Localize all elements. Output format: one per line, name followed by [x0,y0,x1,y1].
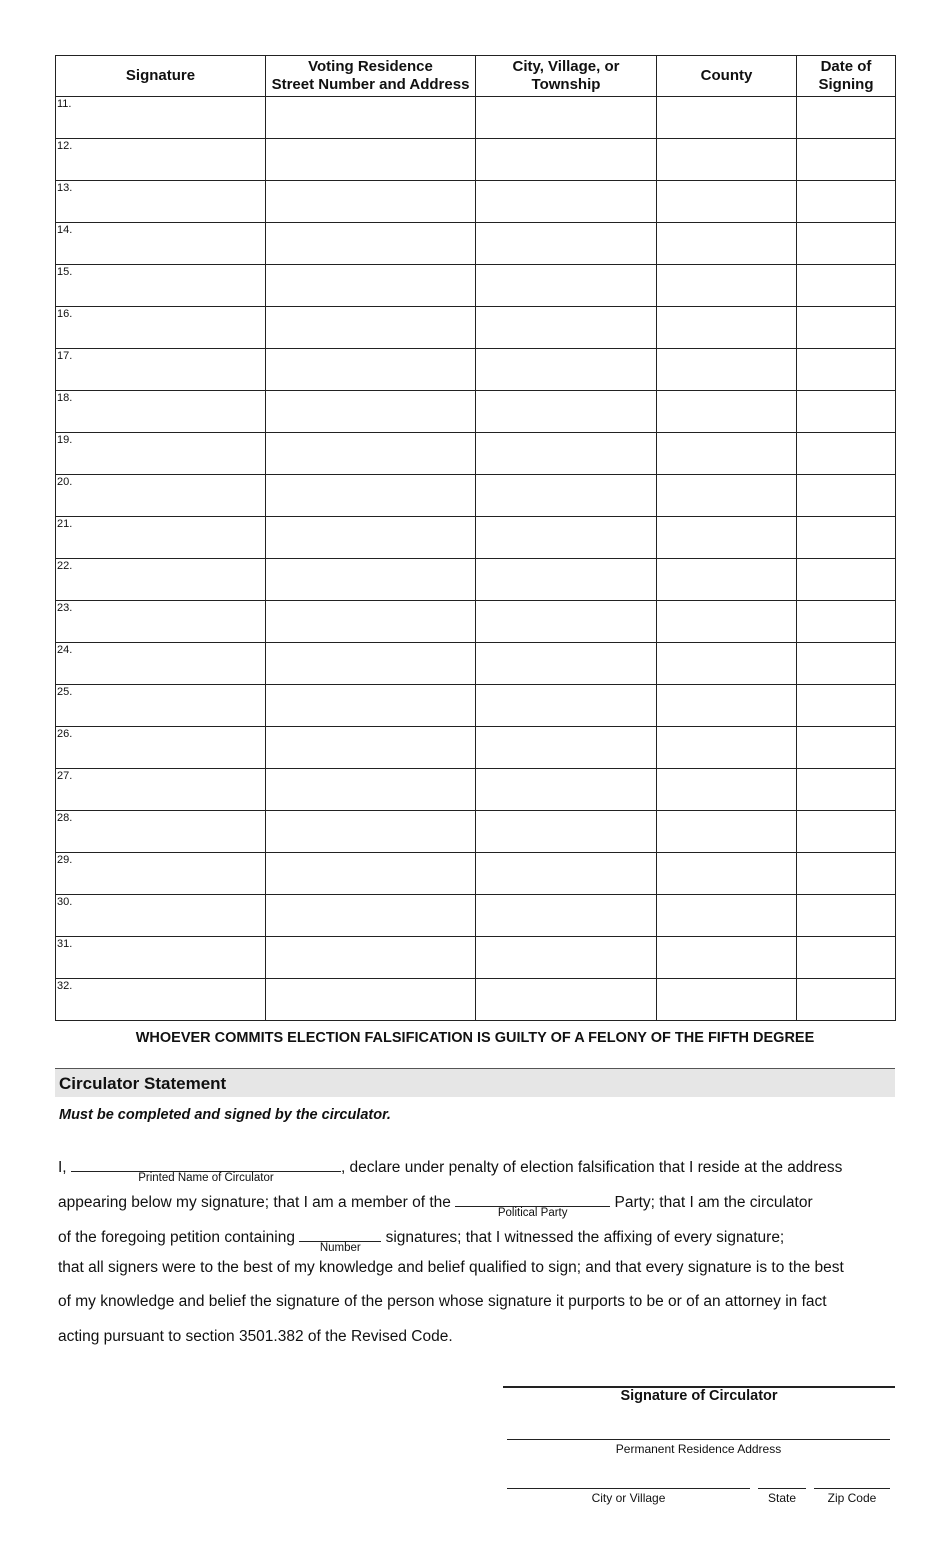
city-village-line[interactable] [507,1488,750,1489]
table-row [56,223,896,265]
table-row [56,685,896,727]
signature-cell[interactable] [56,349,266,391]
header-city: City, Village, or Township [476,56,657,97]
table-header-row [56,56,896,97]
county-cell[interactable] [657,853,797,895]
printed-name-field[interactable] [71,1154,341,1184]
signature-rows [56,97,896,1021]
signature-table [55,55,896,1021]
header-county: County [657,56,797,97]
date-cell[interactable] [797,433,896,475]
address-cell[interactable] [266,517,476,559]
county-cell[interactable] [657,601,797,643]
city-cell[interactable] [476,475,657,517]
address-cell[interactable] [266,643,476,685]
address-cell[interactable] [266,265,476,307]
county-cell[interactable] [657,265,797,307]
address-cell[interactable] [266,937,476,979]
address-cell[interactable] [266,601,476,643]
table-row [56,391,896,433]
table-row [56,979,896,1021]
date-cell[interactable] [797,727,896,769]
date-cell[interactable] [797,769,896,811]
city-village-label: City or Village [591,1491,666,1505]
table-row [56,895,896,937]
row-number: 23. [57,602,73,614]
county-cell[interactable] [657,391,797,433]
signature-cell[interactable] [56,433,266,475]
felony-warning: WHOEVER COMMITS ELECTION FALSIFICATION IS GUILTY OF A FELONY OF THE FIFTH DEGREE [135,1030,815,1046]
date-cell[interactable] [797,181,896,223]
date-cell[interactable] [797,349,896,391]
city-cell[interactable] [476,643,657,685]
row-number: 14. [57,224,73,236]
county-cell[interactable] [657,811,797,853]
address-cell[interactable] [266,181,476,223]
date-cell[interactable] [797,895,896,937]
address-cell[interactable] [266,391,476,433]
table-row [56,769,896,811]
table-row [56,937,896,979]
county-cell[interactable] [657,97,797,139]
county-cell[interactable] [657,895,797,937]
header-date-of-signing: Date of Signing [797,56,896,97]
statement-text: appearing below my signature; that I am a member of the [58,1194,451,1211]
county-cell[interactable] [657,349,797,391]
statement-line-5: of my knowledge and belief the signature of the person whose signature it purports to be or of an attorney in fact [58,1293,827,1310]
table-row [56,601,896,643]
address-cell[interactable] [266,139,476,181]
row-number: 28. [57,812,73,824]
statement-text: signatures; that I witnessed the affixing of every signature; [385,1229,785,1246]
city-cell[interactable] [476,769,657,811]
date-cell[interactable] [797,643,896,685]
statement-text: of the foregoing petition containing [58,1229,295,1246]
row-number: 15. [57,266,73,278]
city-cell[interactable] [476,559,657,601]
signature-cell[interactable] [56,139,266,181]
city-cell[interactable] [476,727,657,769]
row-number: 25. [57,686,73,698]
row-number: 32. [57,980,73,992]
table-row [56,517,896,559]
county-cell[interactable] [657,433,797,475]
table-row [56,559,896,601]
row-number: 21. [57,518,73,530]
address-cell[interactable] [266,685,476,727]
address-cell[interactable] [266,223,476,265]
signature-cell[interactable] [56,601,266,643]
row-number: 17. [57,350,73,362]
date-cell[interactable] [797,979,896,1021]
table-row [56,643,896,685]
table-row [56,475,896,517]
table-row [56,853,896,895]
row-number: 24. [57,644,73,656]
address-cell[interactable] [266,727,476,769]
residence-address-label: Permanent Residence Address [615,1442,782,1456]
signature-cell[interactable] [56,853,266,895]
city-cell[interactable] [476,937,657,979]
county-cell[interactable] [657,727,797,769]
city-cell[interactable] [476,517,657,559]
address-cell[interactable] [266,853,476,895]
signature-cell[interactable] [56,97,266,139]
row-number: 26. [57,728,73,740]
date-cell[interactable] [797,265,896,307]
county-cell[interactable] [657,223,797,265]
table-row [56,727,896,769]
row-number: 22. [57,560,73,572]
city-cell[interactable] [476,601,657,643]
address-cell[interactable] [266,979,476,1021]
row-number: 20. [57,476,73,488]
signature-count-label: Number [319,1242,361,1254]
row-number: 27. [57,770,73,782]
county-cell[interactable] [657,475,797,517]
circulator-statement-heading: Circulator Statement [55,1068,895,1097]
statement-text: , declare under penalty of election falsification that I reside at the address [340,1159,843,1176]
date-cell[interactable] [797,391,896,433]
date-cell[interactable] [797,853,896,895]
signature-cell[interactable] [56,517,266,559]
table-row [56,181,896,223]
table-row [56,349,896,391]
address-cell[interactable] [266,475,476,517]
date-cell[interactable] [797,559,896,601]
city-cell[interactable] [476,223,657,265]
date-cell[interactable] [797,97,896,139]
statement-line-2 [58,1189,813,1219]
city-cell[interactable] [476,139,657,181]
signature-cell[interactable] [56,223,266,265]
table-row [56,811,896,853]
city-cell[interactable] [476,811,657,853]
date-cell[interactable] [797,475,896,517]
row-number: 19. [57,434,73,446]
table-row [56,139,896,181]
signature-cell[interactable] [56,685,266,727]
signature-cell[interactable] [56,307,266,349]
table-row [56,265,896,307]
city-cell[interactable] [476,391,657,433]
row-number: 12. [57,140,73,152]
date-cell[interactable] [797,139,896,181]
address-cell[interactable] [266,895,476,937]
signature-cell[interactable] [56,181,266,223]
row-number: 31. [57,938,73,950]
residence-address-line[interactable] [507,1439,890,1440]
signature-cell[interactable] [56,475,266,517]
signature-cell[interactable] [56,727,266,769]
statement-line-1 [58,1154,843,1184]
signature-cell[interactable] [56,895,266,937]
signature-cell[interactable] [56,391,266,433]
signature-cell[interactable] [56,559,266,601]
date-cell[interactable] [797,685,896,727]
date-cell[interactable] [797,517,896,559]
signature-cell[interactable] [56,937,266,979]
header-signature: Signature [56,56,266,97]
city-cell[interactable] [476,895,657,937]
circulator-signature-label: Signature of Circulator [620,1388,778,1404]
state-line[interactable] [758,1488,806,1489]
row-number: 29. [57,854,73,866]
address-cell[interactable] [266,811,476,853]
county-cell[interactable] [657,307,797,349]
date-cell[interactable] [797,811,896,853]
statement-prefix: I, [58,1159,67,1176]
county-cell[interactable] [657,517,797,559]
county-cell[interactable] [657,937,797,979]
date-cell[interactable] [797,223,896,265]
signature-cell[interactable] [56,769,266,811]
city-cell[interactable] [476,979,657,1021]
county-cell[interactable] [657,769,797,811]
row-number: 16. [57,308,73,320]
address-cell[interactable] [266,433,476,475]
date-cell[interactable] [797,601,896,643]
state-label: State [767,1491,797,1505]
row-number: 13. [57,182,73,194]
county-cell[interactable] [657,139,797,181]
address-cell[interactable] [266,349,476,391]
city-cell[interactable] [476,97,657,139]
city-cell[interactable] [476,307,657,349]
statement-line-6: acting pursuant to section 3501.382 of the Revised Code. [58,1328,453,1345]
signature-cell[interactable] [56,643,266,685]
signature-cell[interactable] [56,265,266,307]
address-cell[interactable] [266,769,476,811]
city-cell[interactable] [476,685,657,727]
county-cell[interactable] [657,979,797,1021]
row-number: 18. [57,392,73,404]
signature-count-field[interactable] [299,1224,381,1254]
header-voting-residence: Voting Residence Street Number and Address [266,56,476,97]
county-cell[interactable] [657,559,797,601]
signature-cell[interactable] [56,979,266,1021]
county-cell[interactable] [657,181,797,223]
address-cell[interactable] [266,307,476,349]
address-cell[interactable] [266,97,476,139]
table-row [56,97,896,139]
printed-name-label: Printed Name of Circulator [138,1172,274,1184]
circulator-instruction: Must be completed and signed by the circulator. [59,1107,391,1123]
address-cell[interactable] [266,559,476,601]
table-row [56,307,896,349]
date-cell[interactable] [797,937,896,979]
statement-line-4: that all signers were to the best of my knowledge and belief qualified to sign; and that every signature is to the best [58,1259,844,1276]
zip-code-line[interactable] [814,1488,890,1489]
statement-line-3 [58,1224,785,1254]
zip-code-label: Zip Code [827,1491,877,1505]
date-cell[interactable] [797,307,896,349]
political-party-label: Political Party [497,1207,568,1219]
political-party-field[interactable] [455,1189,610,1219]
city-cell[interactable] [476,853,657,895]
city-cell[interactable] [476,181,657,223]
table-row [56,433,896,475]
county-cell[interactable] [657,643,797,685]
city-cell[interactable] [476,265,657,307]
row-number: 30. [57,896,73,908]
row-number: 11. [57,98,72,110]
city-cell[interactable] [476,433,657,475]
county-cell[interactable] [657,685,797,727]
city-cell[interactable] [476,349,657,391]
signature-cell[interactable] [56,811,266,853]
statement-text: Party; that I am the circulator [614,1194,813,1211]
